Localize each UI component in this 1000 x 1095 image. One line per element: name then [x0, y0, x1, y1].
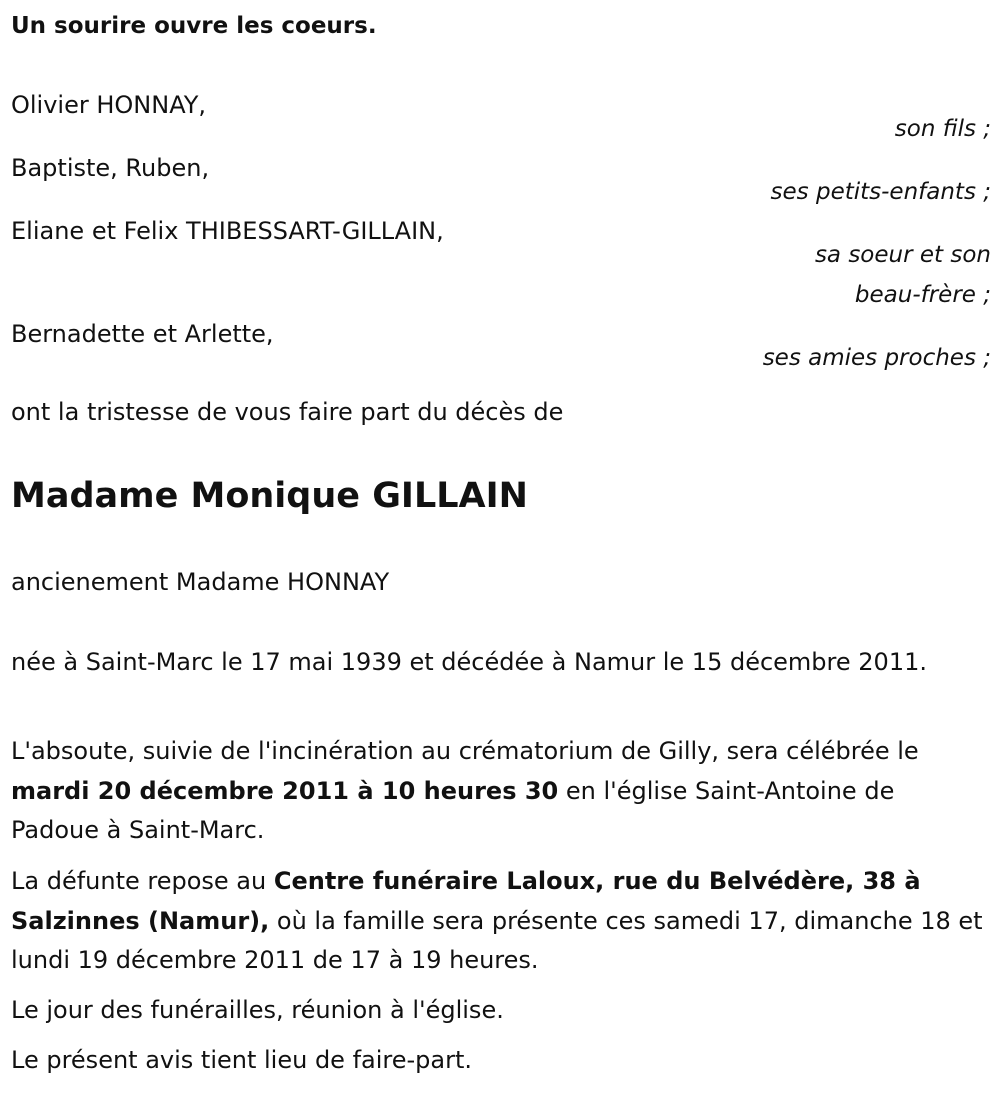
- ceremony-text-after: en l'église Saint-Antoine de Padoue à Saint-Marc.: [11, 776, 895, 844]
- motto: Un sourire ouvre les coeurs.: [11, 13, 377, 39]
- funeral-center-address: Centre funéraire Laloux, rue du Belvédère, 38 à Salzinnes (Namur),: [11, 867, 921, 935]
- family-member-son: Olivier HONNAY,: [11, 91, 207, 119]
- repose-text-after: où la famille sera présente ces samedi 17, dimanche 18 et lundi 19 décembre 2011 de 17 à 19 heures.: [11, 906, 983, 974]
- family-member-grandchildren: Baptiste, Ruben,: [11, 154, 210, 182]
- obituary-notice: [11, 0, 991, 1095]
- deceased-name: Madame Monique GILLAIN: [11, 476, 528, 516]
- former-name: ancienement Madame HONNAY: [11, 568, 390, 596]
- relation-line-2: beau-frère ;: [854, 282, 991, 308]
- notice-paragraph: Le présent avis tient lieu de faire-part.: [11, 1046, 473, 1074]
- ceremony-paragraph: [11, 732, 986, 851]
- ceremony-date: mardi 20 décembre 2011 à 10 heures 30: [11, 776, 559, 805]
- family-relation-son: son fils ;: [894, 116, 991, 142]
- repose-text-before: La défunte repose au: [11, 867, 274, 895]
- birth-death-paragraph: née à Saint-Marc le 17 mai 1939 et décédée à Namur le 15 décembre 2011.: [11, 648, 927, 676]
- family-relation-grandchildren: ses petits-enfants ;: [770, 179, 991, 205]
- family-relation-sister: [815, 235, 991, 315]
- announcement-intro: ont la tristesse de vous faire part du décès de: [11, 398, 564, 426]
- family-member-sister: Eliane et Felix THIBESSART-GILLAIN,: [11, 217, 444, 245]
- relation-line-1: sa soeur et son: [814, 242, 991, 268]
- ceremony-text-before: L'absoute, suivie de l'incinération au crématorium de Gilly, sera célébrée le: [11, 737, 919, 765]
- family-relation-friends: ses amies proches ;: [762, 345, 991, 371]
- repose-paragraph: [11, 862, 986, 981]
- meeting-paragraph: Le jour des funérailles, réunion à l'église.: [11, 996, 504, 1024]
- family-member-friends: Bernadette et Arlette,: [11, 320, 274, 348]
